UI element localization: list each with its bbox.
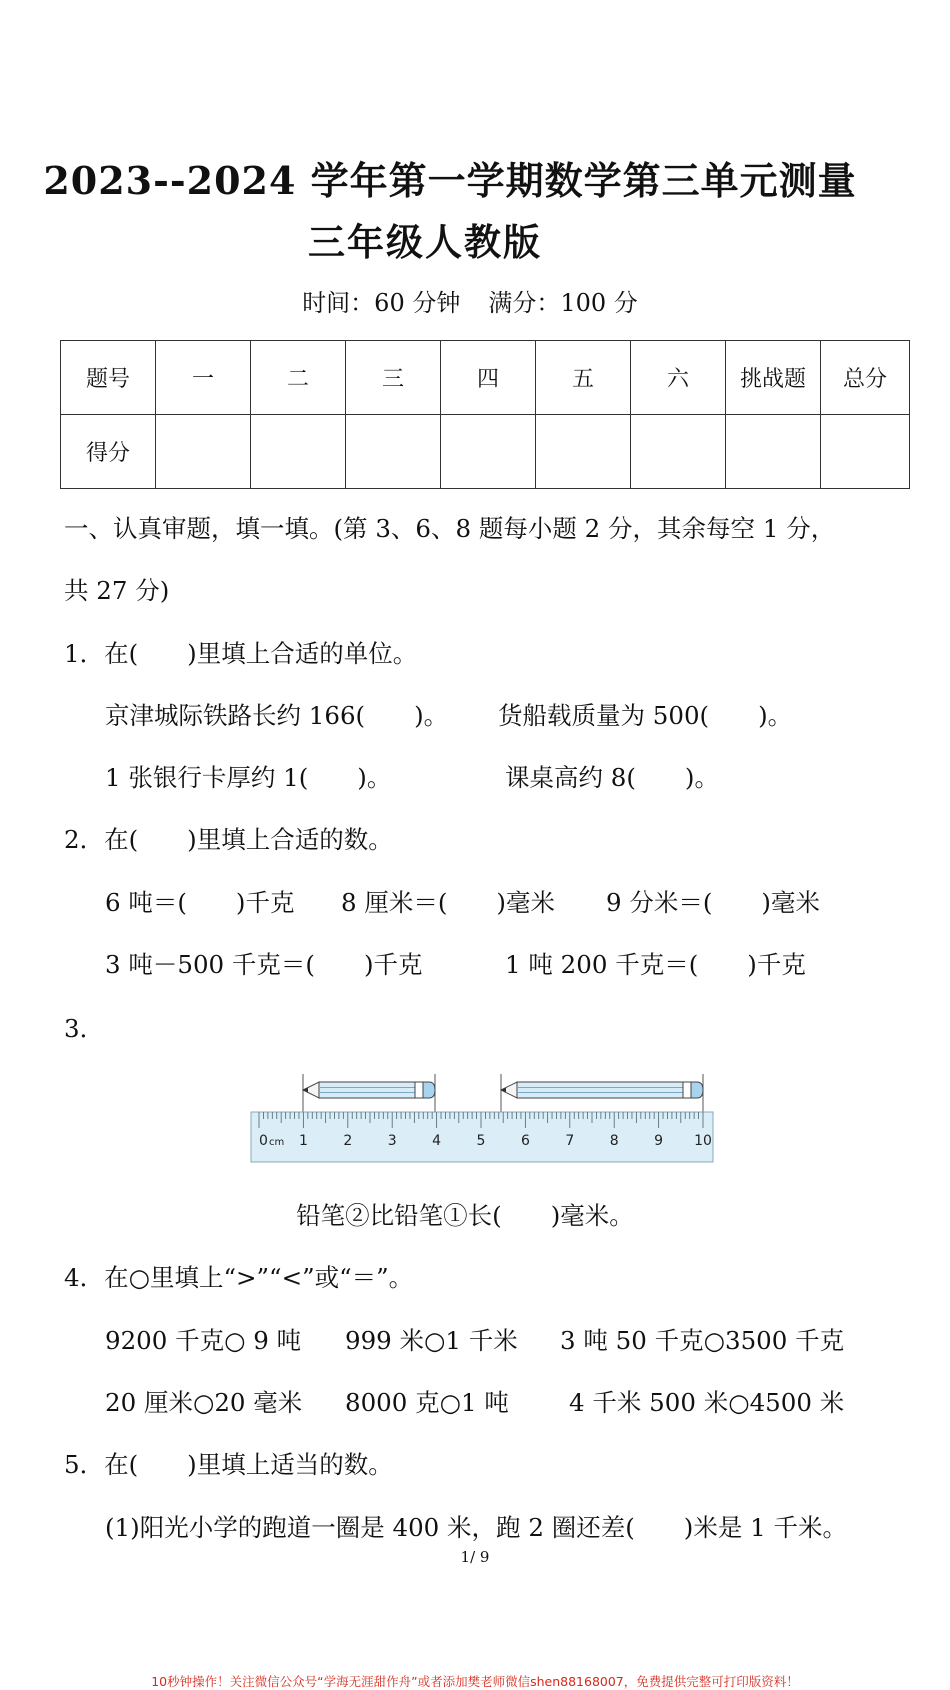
ruler-unit-label: cm — [269, 1137, 285, 1148]
score-table-score-row — [61, 415, 910, 489]
ruler-label: 10 — [694, 1133, 712, 1149]
score-header-cell: 总分 — [821, 341, 910, 415]
section1-heading-line1: 一、认真审题，填一填。(第 3、6、8 题每小题 2 分，其余每空 1 分， — [64, 514, 836, 543]
score-cell[interactable] — [631, 415, 726, 489]
footer-note: 10秒钟操作！关注微信公众号“学海无涯甜作舟”或者添加樊老师微信shen88168007，免费提供完整可打印版资料！ — [151, 1674, 799, 1689]
score-cell[interactable] — [156, 415, 251, 489]
score-table-header-row — [61, 341, 910, 415]
ruler-label: 9 — [654, 1133, 664, 1149]
ruler-label: 4 — [432, 1133, 442, 1149]
ruler-label: 6 — [520, 1133, 530, 1149]
q2-item: 6 吨＝( )千克 — [105, 888, 295, 917]
score-cell[interactable] — [536, 415, 631, 489]
ruler-label: 1 — [298, 1133, 308, 1149]
q4-item: 4 千米 500 米○4500 米 — [569, 1388, 845, 1417]
score-table — [60, 340, 910, 489]
score-cell[interactable] — [821, 415, 910, 489]
ruler-label: 2 — [343, 1133, 353, 1149]
q2-item: 8 厘米＝( )毫米 — [341, 888, 555, 917]
q4-item: 20 厘米○20 毫米 — [105, 1388, 303, 1417]
q2-item: 3 吨－500 千克＝( )千克 — [105, 950, 423, 979]
score-header-cell: 三 — [346, 341, 441, 415]
score-cell[interactable] — [251, 415, 346, 489]
q2-item: 9 分米＝( )毫米 — [606, 888, 820, 917]
q3-caption: 铅笔②比铅笔①长( )毫米。 — [296, 1201, 634, 1230]
ruler-pencil-figure — [245, 1068, 715, 1168]
exam-subtitle: 三年级人教版 — [308, 220, 542, 264]
time-label: 时间：60 分钟 — [302, 289, 461, 317]
q2-stem: 2．在( )里填上合适的数。 — [64, 825, 393, 854]
score-header-cell: 六 — [631, 341, 726, 415]
page-number: 1/ 9 — [460, 1548, 490, 1566]
score-header-cell: 挑战题 — [726, 341, 821, 415]
score-cell[interactable] — [441, 415, 536, 489]
ruler-label: 3 — [387, 1133, 397, 1149]
score-header-cell: 题号 — [61, 341, 156, 415]
score-header-cell: 二 — [251, 341, 346, 415]
ruler-label: 0 — [259, 1133, 268, 1149]
ruler-label: 5 — [476, 1133, 486, 1149]
score-row-label: 得分 — [61, 415, 156, 489]
score-header-cell: 五 — [536, 341, 631, 415]
q3-stem: 3． — [64, 1014, 105, 1043]
pencil-2 — [501, 1082, 703, 1098]
ruler-label: 8 — [609, 1133, 619, 1149]
q2-item: 1 吨 200 千克＝( )千克 — [505, 950, 806, 979]
ruler-label: 7 — [565, 1133, 575, 1149]
q5-item-1: (1)阳光小学的跑道一圈是 400 米，跑 2 圈还差( )米是 1 千米。 — [105, 1513, 847, 1542]
section1-heading-line2: 共 27 分) — [64, 576, 170, 605]
score-header-cell: 四 — [441, 341, 536, 415]
q4-item: 8000 克○1 吨 — [345, 1388, 509, 1417]
score-header-cell: 一 — [156, 341, 251, 415]
q4-stem: 4．在○里填上“>”“<”或“＝”。 — [64, 1263, 414, 1292]
score-cell[interactable] — [346, 415, 441, 489]
q1-item: 货船载质量为 500( )。 — [498, 701, 793, 730]
q5-stem: 5．在( )里填上适当的数。 — [64, 1450, 393, 1479]
exam-time-info — [0, 283, 940, 318]
q4-item: 9200 千克○ 9 吨 — [105, 1326, 302, 1355]
q4-item: 3 吨 50 千克○3500 千克 — [560, 1326, 845, 1355]
full-score-label: 满分：100 分 — [488, 289, 638, 317]
pencil-1 — [303, 1082, 435, 1098]
q1-item: 京津城际铁路长约 166( )。 — [105, 701, 449, 730]
exam-title: 2023--2024 学年第一学期数学第三单元测量 — [43, 158, 857, 203]
q1-item: 1 张银行卡厚约 1( )。 — [105, 763, 392, 792]
score-cell[interactable] — [726, 415, 821, 489]
q4-item: 999 米○1 千米 — [345, 1326, 518, 1355]
q1-stem: 1．在( )里填上合适的单位。 — [64, 639, 418, 668]
q1-item: 课桌高约 8( )。 — [505, 763, 719, 792]
